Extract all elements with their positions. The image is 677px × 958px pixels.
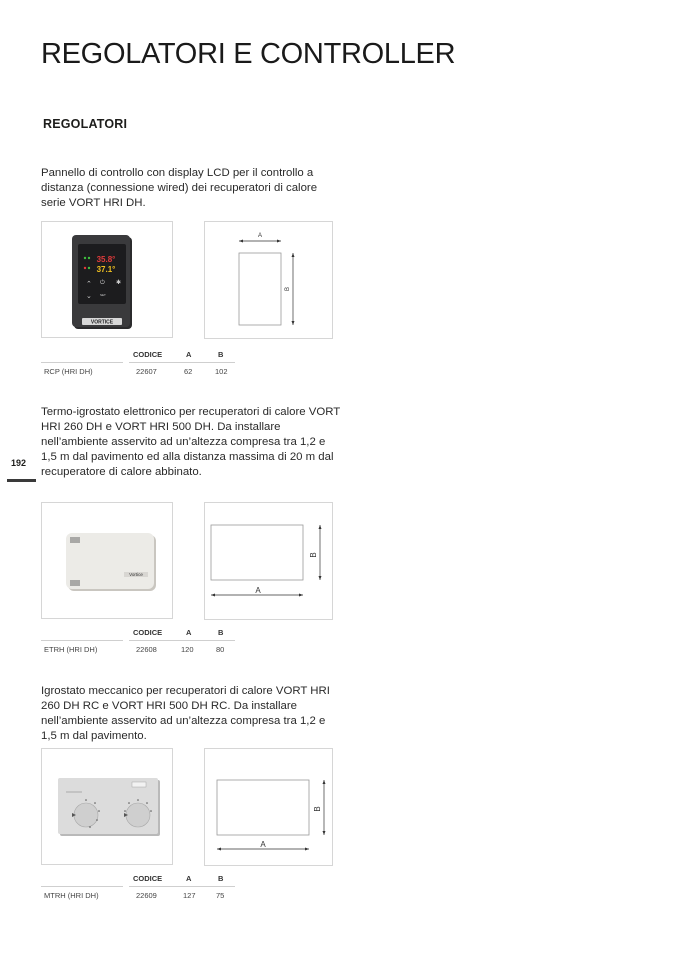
product-1-table bbox=[41, 350, 241, 380]
header-b: B bbox=[218, 628, 224, 637]
dim-b-label: B bbox=[313, 806, 322, 812]
brand-logo: Vortice bbox=[129, 572, 143, 577]
header-a: A bbox=[186, 628, 192, 637]
page-title: REGOLATORI E CONTROLLER bbox=[41, 38, 456, 70]
row-codice: 22608 bbox=[136, 645, 157, 654]
svg-text:✱: ✱ bbox=[116, 280, 122, 286]
product-2-table bbox=[41, 628, 241, 658]
control-panel-image bbox=[42, 222, 172, 337]
product-1-description: Pannello di controllo con display LCD per il controllo a distanza (connessione wired) dei recuperatori di calore serie VORT HRI DH. bbox=[41, 167, 318, 209]
header-codice: CODICE bbox=[133, 350, 163, 359]
header-codice: CODICE bbox=[133, 628, 163, 637]
product-2-description: Termo-igrostato elettronico per recuperatori di calore VORT HRI 260 DH e VORT HRI 500 DH. Da installare nell’ambiente asservito ad un’altezza compresa tra 1,2 e 1,5 m dal pavimento ed alla distanza massima di 20 m dal recuperatore di calore abbinato. bbox=[41, 406, 341, 478]
page-number: 192 bbox=[11, 458, 27, 468]
svg-text:⌃: ⌃ bbox=[86, 281, 92, 288]
product-2-dimension-drawing bbox=[204, 502, 333, 620]
row-name: RCP (HRI DH) bbox=[44, 367, 93, 376]
section-subtitle: REGOLATORI bbox=[43, 117, 128, 131]
product-2-photo bbox=[41, 502, 173, 619]
header-a: A bbox=[186, 350, 192, 359]
dim-a-label: A bbox=[257, 233, 263, 239]
display-top-value: 35.8° bbox=[96, 255, 116, 264]
product-1-photo bbox=[41, 221, 173, 338]
dim-a-label: A bbox=[255, 586, 261, 595]
header-b: B bbox=[218, 874, 224, 883]
product-3-dimension-drawing bbox=[204, 748, 333, 866]
svg-text:SET: SET bbox=[100, 293, 106, 297]
row-name: ETRH (HRI DH) bbox=[44, 645, 98, 654]
row-b: 102 bbox=[215, 367, 228, 376]
row-codice: 22609 bbox=[136, 891, 157, 900]
mechanical-hygrostat-image bbox=[42, 749, 172, 864]
row-a: 62 bbox=[184, 367, 193, 376]
header-a: A bbox=[186, 874, 192, 883]
brand-logo: VORTICE bbox=[90, 319, 114, 326]
product-3-table bbox=[41, 874, 241, 904]
row-a: 120 bbox=[181, 645, 194, 654]
row-b: 75 bbox=[216, 891, 225, 900]
row-codice: 22607 bbox=[136, 367, 157, 376]
thermo-hygrostat-image bbox=[42, 503, 172, 618]
product-3-description: Igrostato meccanico per recuperatori di calore VORT HRI 260 DH RC e VORT HRI 500 DH RC. Da installare nell’ambiente asservito ad un’altezza compresa tra 1,2 e 1,5 m dal pavimento. bbox=[41, 685, 330, 742]
dim-b-label: B bbox=[309, 552, 318, 558]
svg-text:⏻: ⏻ bbox=[100, 280, 105, 286]
header-codice: CODICE bbox=[133, 874, 163, 883]
row-a: 127 bbox=[183, 891, 196, 900]
dim-b-label: B bbox=[285, 286, 291, 292]
row-name: MTRH (HRI DH) bbox=[44, 891, 99, 900]
display-bottom-value: 37.1° bbox=[96, 265, 116, 274]
header-b: B bbox=[218, 350, 224, 359]
product-1-dimension-drawing bbox=[204, 221, 333, 339]
svg-text:⌄: ⌄ bbox=[86, 293, 92, 300]
dim-a-label: A bbox=[260, 840, 266, 849]
page-number-bar bbox=[7, 479, 36, 482]
row-b: 80 bbox=[216, 645, 225, 654]
product-3-photo bbox=[41, 748, 173, 865]
